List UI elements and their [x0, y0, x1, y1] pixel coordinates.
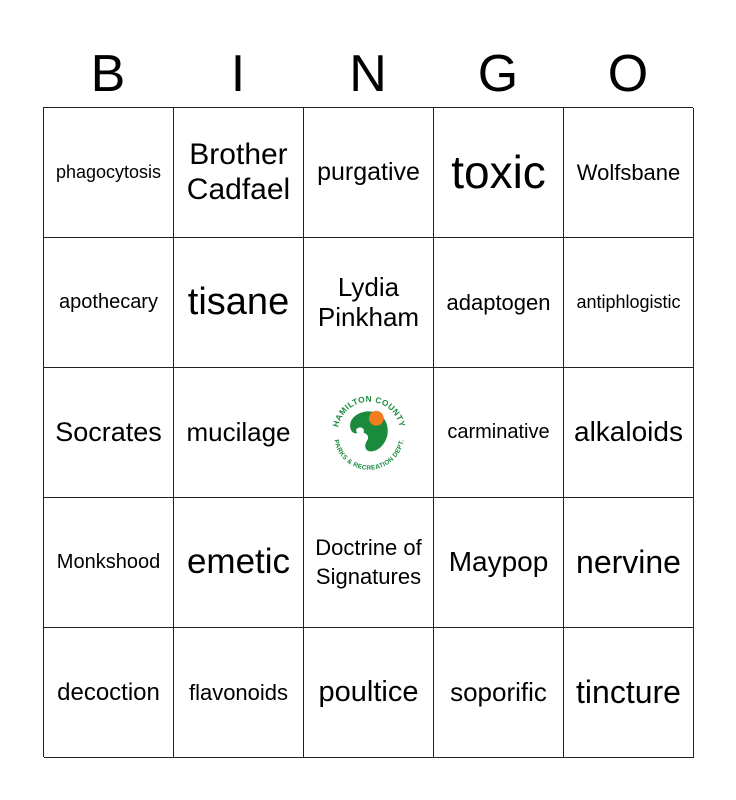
- bingo-cell[interactable]: Doctrine of Signatures: [304, 498, 434, 628]
- bingo-cell[interactable]: soporific: [434, 628, 564, 758]
- bingo-cell[interactable]: Monkshood: [44, 498, 174, 628]
- bingo-cell[interactable]: Lydia Pinkham: [304, 238, 434, 368]
- bingo-cell[interactable]: purgative: [304, 108, 434, 238]
- bingo-cell[interactable]: Wolfsbane: [564, 108, 694, 238]
- bingo-grid: [43, 107, 693, 757]
- bingo-cell[interactable]: decoction: [44, 628, 174, 758]
- bingo-cell[interactable]: Brother Cadfael: [174, 108, 304, 238]
- header-letter-o: O: [607, 45, 649, 103]
- bingo-cell[interactable]: tisane: [174, 238, 304, 368]
- bingo-cell[interactable]: emetic: [174, 498, 304, 628]
- header-letter-i: I: [230, 45, 246, 103]
- bingo-cell[interactable]: phagocytosis: [44, 108, 174, 238]
- bingo-cell[interactable]: poultice: [304, 628, 434, 758]
- header-letter-g: G: [477, 45, 519, 103]
- free-space[interactable]: [304, 368, 434, 498]
- bingo-cell[interactable]: toxic: [434, 108, 564, 238]
- bingo-cell[interactable]: Maypop: [434, 498, 564, 628]
- bingo-cell[interactable]: flavonoids: [174, 628, 304, 758]
- bingo-cell[interactable]: nervine: [564, 498, 694, 628]
- bingo-header: [43, 40, 693, 108]
- header-letter-b: B: [90, 45, 126, 103]
- bingo-cell[interactable]: tincture: [564, 628, 694, 758]
- bingo-cell[interactable]: mucilage: [174, 368, 304, 498]
- parks-logo-icon: [323, 387, 415, 479]
- bingo-cell[interactable]: antiphlogistic: [564, 238, 694, 368]
- bingo-cell[interactable]: carminative: [434, 368, 564, 498]
- bingo-cell[interactable]: adaptogen: [434, 238, 564, 368]
- svg-text:HAMILTON COUNTY: HAMILTON COUNTY: [330, 394, 407, 428]
- header-letter-n: N: [349, 45, 387, 103]
- bingo-cell[interactable]: apothecary: [44, 238, 174, 368]
- svg-text:PARKS & RECREATION DEPT.: PARKS & RECREATION DEPT.: [331, 438, 406, 472]
- bingo-cell[interactable]: alkaloids: [564, 368, 694, 498]
- bingo-cell[interactable]: Socrates: [44, 368, 174, 498]
